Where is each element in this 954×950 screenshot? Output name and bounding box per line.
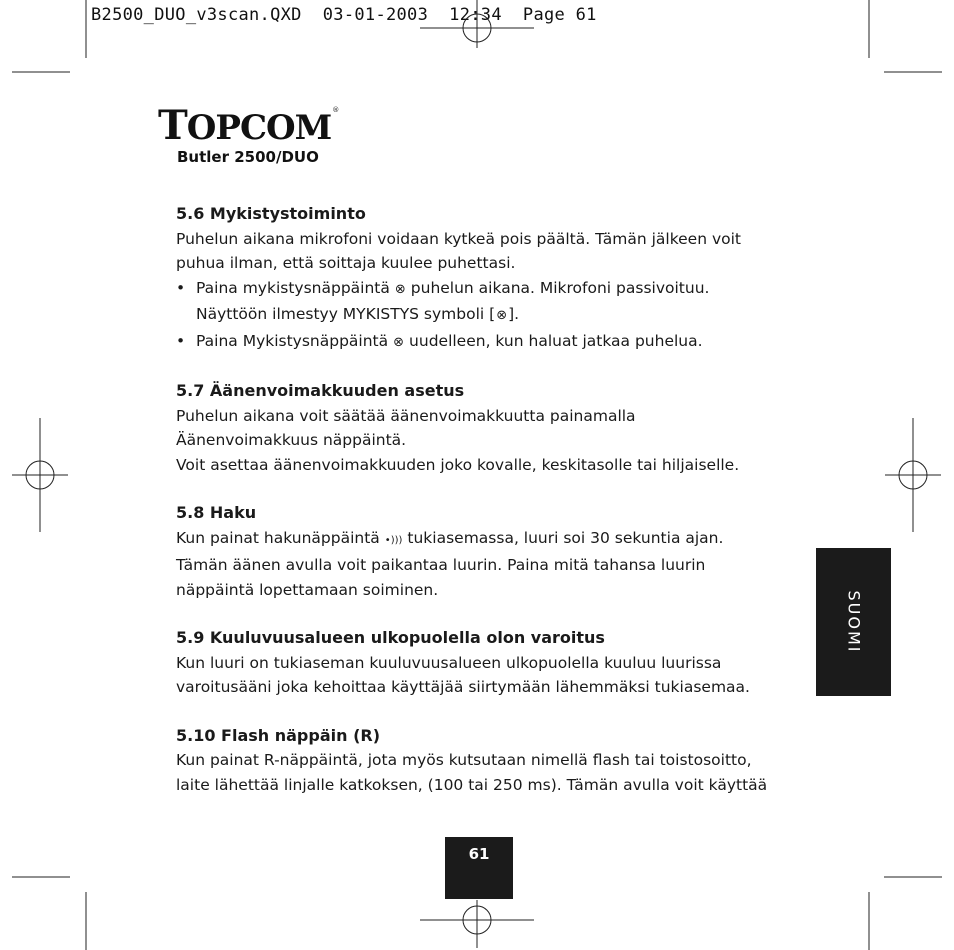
section-heading: 5.8 Haku [176,503,257,522]
bullet-item: • Paina Mykistysnäppäintä ⊗ uudelleen, kun haluat jatkaa puhelua. [176,329,826,356]
body-line: laite lähettää linjalle katkoksen, (100 tai 250 ms). Tämän avulla voit käyttää [176,775,768,794]
body-line: Äänenvoimakkuus näppäintä. [176,431,407,449]
body-line: näppäintä lopettamaan soiminen. [176,580,439,599]
logo-initial: T [158,102,187,149]
body-line: varoitusääni joka kehoittaa käyttäjää siirtymään lähemmäksi tukiasemaa. [176,678,750,696]
section-heading: 5.9 Kuuluvuusalueen ulkopuolella olon varoitus [176,628,605,647]
section-5-10 [176,724,826,798]
body-line: Kun painat hakunäppäintä •))) tukiasemassa, luuri soi 30 sekuntia ajan. [176,526,826,554]
section-5-6 [176,202,826,355]
language-tab [816,548,891,696]
body-line: Tämän äänen avulla voit paikantaa luurin. Paina mitä tahansa luurin [176,556,706,574]
bullet-continuation: Näyttöön ilmestyy MYKISTYS symboli [⊗]. [176,302,826,329]
bullet-item: • Paina mykistysnäppäintä ⊗ puhelun aikana. Mikrofoni passivoituu. [176,276,826,303]
logo-rest: OPCOM [186,108,332,148]
section-heading: 5.7 Äänenvoimakkuuden asetus [176,381,465,400]
section-5-7 [176,379,826,477]
model-name: Butler 2500/DUO [177,148,319,166]
section-heading: 5.10 Flash näppäin (R) [176,725,381,745]
body-line: Voit asettaa äänenvoimakkuuden joko kovalle, keskitasolle tai hiljaiselle. [176,455,740,474]
section-5-9 [176,626,826,700]
body-line: Kun luuri on tukiaseman kuuluvuusalueen ulkopuolella kuuluu luurissa [176,653,722,672]
language-label: SUOMI [844,590,863,654]
page-number-box [445,837,513,899]
paging-icon: •))) [384,534,403,546]
topcom-logo [158,102,339,149]
registered-mark: ® [332,106,339,114]
body-line: Puhelun aikana voit säätää äänenvoimakkuutta painamalla [176,406,636,425]
mute-icon: ⊗ [393,334,405,350]
print-slug-line: B2500_DUO_v3scan.QXD 03-01-2003 12:34 Page 61 [91,5,597,25]
page-number: 61 [468,845,490,863]
body-line: Kun painat R-näppäintä, jota myös kutsutaan nimellä flash tai toistosoitto, [176,751,752,769]
mute-icon: ⊗ [496,308,508,323]
manual-content [176,202,826,821]
mute-icon: ⊗ [394,281,406,297]
body-line: Puhelun aikana mikrofoni voidaan kytkeä pois päältä. Tämän jälkeen voit [176,229,742,248]
section-heading: 5.6 Mykistystoiminto [176,204,366,223]
section-5-8 [176,501,826,602]
body-line: puhua ilman, että soittaja kuulee puhettasi. [176,254,516,272]
